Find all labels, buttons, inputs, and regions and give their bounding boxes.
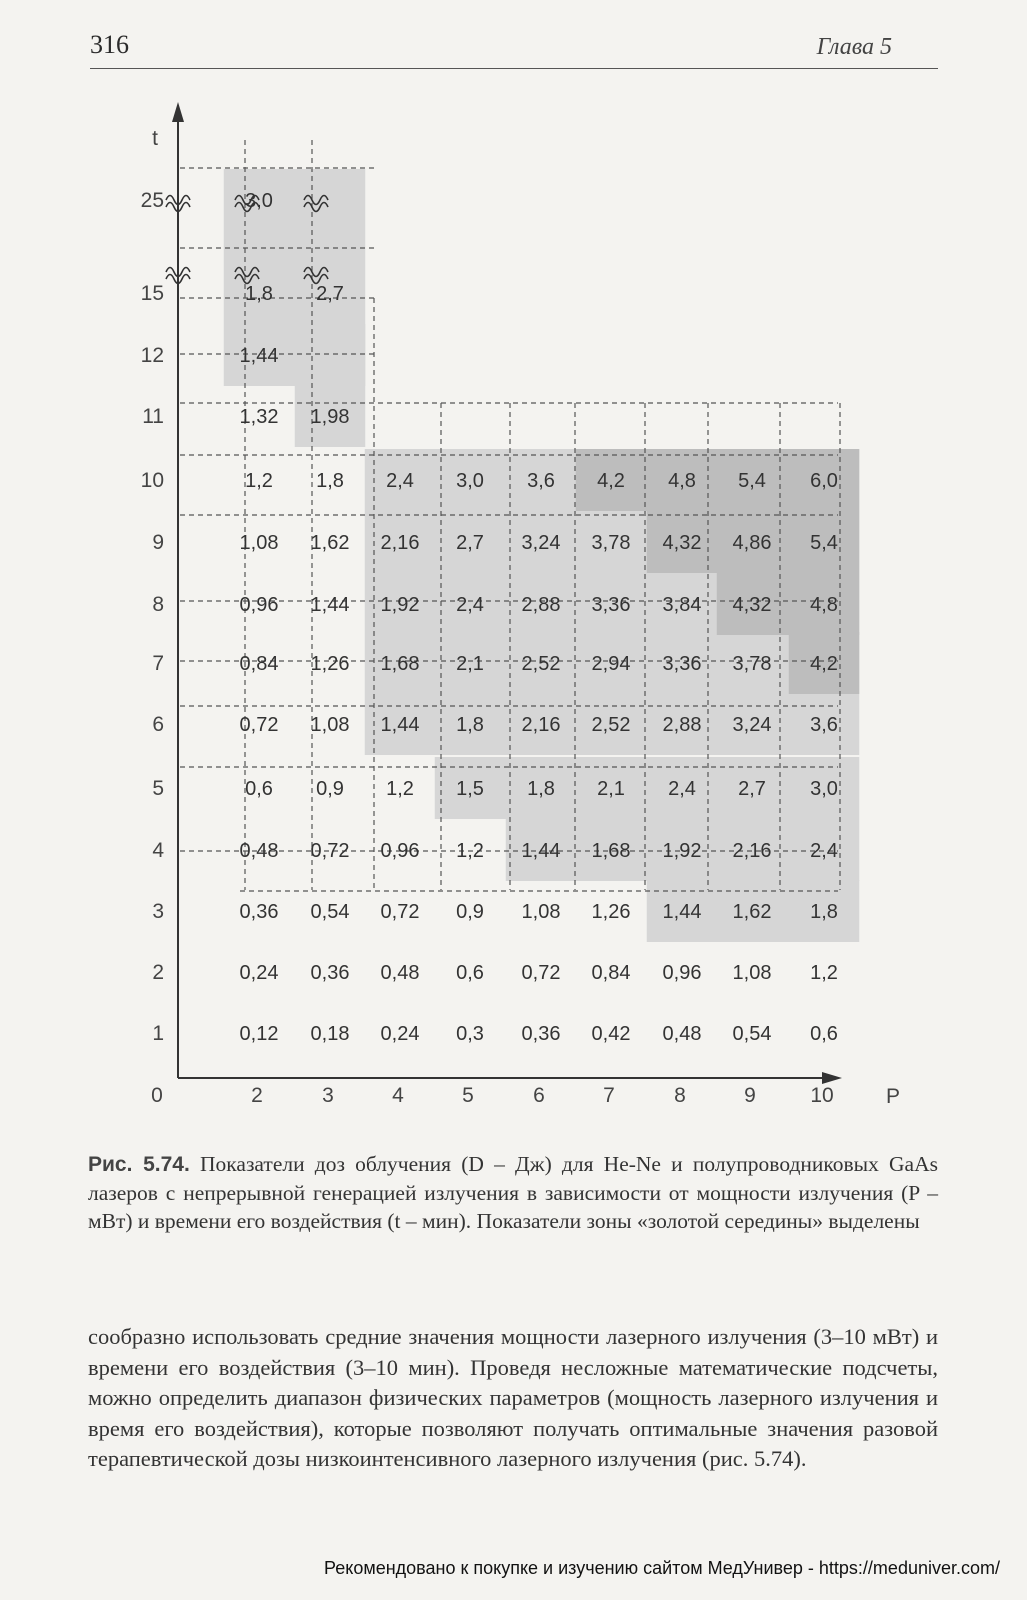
figure-label: Рис. 5.74. [88,1153,190,1176]
highlight-zone [435,757,860,819]
dose-value: 2,52 [591,714,631,736]
dose-value: 1,98 [310,406,350,428]
y-tick-label: 8 [152,593,164,616]
x-tick-label: 8 [674,1084,686,1107]
y-tick-label: 7 [152,652,164,675]
dose-value: 0,6 [245,778,273,800]
dose-value: 4,8 [810,594,838,616]
dose-value: 2,7 [456,532,484,554]
y-tick-label: 4 [152,839,164,862]
dose-value: 0,24 [239,962,279,984]
dose-value: 0,84 [591,962,631,984]
dose-value: 1,08 [239,532,279,554]
footer-note: Рекомендовано к покупке и изучению сайтом МедУнивер - https://meduniver.com/ [324,1558,1000,1578]
dose-value: 0,96 [380,840,420,862]
dose-value: 0,48 [380,962,420,984]
y-tick-label: 11 [142,405,164,428]
dose-value: 1,5 [456,778,484,800]
dose-value: 0,96 [662,962,702,984]
dose-value: 0,72 [239,714,279,736]
dose-value: 0,9 [456,901,484,923]
dose-value: 3,0 [245,190,273,212]
figure-caption [88,1150,938,1235]
dose-value: 3,0 [810,778,838,800]
dose-value: 0,12 [239,1023,279,1045]
dose-value: 0,54 [310,901,350,923]
dose-value: 1,92 [662,840,702,862]
dose-value: 0,18 [310,1023,350,1045]
x-tick-label: 3 [322,1084,334,1107]
dose-value: 4,2 [597,470,625,492]
dose-value: 4,32 [732,594,772,616]
dose-value: 1,8 [810,901,838,923]
dose-value: 0,72 [521,962,561,984]
dose-value: 1,2 [386,778,414,800]
body-paragraph: сообразно использовать средние значения мощности лазерного излучения (3–10 мВт) и времени его воздействия (3–10 мин). Проведя несложные математические подсчеты, можно определить диапазон физических параметров (мощность лазерного излучения и время его воздействия), которые позволяют получать оптимальные значения разовой терапевтической дозы низкоинтенсивного лазерного излучения (рис. 5.74). [88,1324,938,1471]
y-tick-label: 9 [152,531,164,554]
dose-value: 1,26 [591,901,631,923]
dose-value: 1,44 [310,594,350,616]
dose-value: 6,0 [810,470,838,492]
x-tick-label: 4 [392,1084,404,1107]
y-tick-label: 1 [152,1022,164,1045]
dose-value: 3,78 [732,653,772,675]
figure-caption-text: Показатели доз облучения (D – Дж) для He-Ne и полупроводниковых GaAs лазеров с непрерывной генерацией излучения в зависимости от мощности излучения (P – мВт) и времени его воздействия (t – мин). Показатели зоны «золотой середины» выделены [88,1152,938,1233]
dose-value: 0,48 [662,1023,702,1045]
dose-value: 3,6 [527,470,555,492]
y-tick-label: 3 [152,900,164,923]
y-axis-title: t [152,127,158,150]
x-tick-label: 10 [810,1084,834,1107]
dose-value: 2,1 [597,778,625,800]
dose-value: 0,72 [380,901,420,923]
dose-value: 1,44 [239,345,279,367]
dose-value: 1,62 [310,532,350,554]
dose-value: 1,2 [456,840,484,862]
y-tick-label: 25 [140,189,164,212]
dose-value: 0,24 [380,1023,420,1045]
x-axis-title: P [885,1085,901,1108]
dose-value: 4,32 [662,532,702,554]
dose-value: 0,36 [310,962,350,984]
y-tick-label: 5 [152,777,164,800]
highlight-zone [295,324,366,447]
y-axis-arrow [172,102,184,122]
dose-value: 0,6 [456,962,484,984]
dose-value: 3,6 [810,714,838,736]
dose-value: 0,84 [239,653,279,675]
dose-value: 2,4 [810,840,838,862]
dose-value: 2,4 [456,594,484,616]
dose-value: 0,96 [239,594,279,616]
x-axis-arrow [822,1072,842,1084]
x-tick-label: 2 [251,1084,263,1107]
dose-value: 2,88 [521,594,561,616]
dose-value: 3,36 [662,653,702,675]
dose-value: 1,08 [732,962,772,984]
dose-value: 1,44 [662,901,702,923]
origin-label: 0 [151,1084,163,1107]
dose-value: 4,8 [668,470,696,492]
dose-value: 2,7 [738,778,766,800]
dose-value: 1,44 [380,714,420,736]
page-number: 316 [90,30,129,59]
dose-value: 1,2 [810,962,838,984]
dose-value: 2,16 [380,532,420,554]
dose-value: 1,68 [380,653,420,675]
dose-value: 1,8 [245,283,273,305]
x-tick-label: 6 [533,1084,545,1107]
dose-value: 1,8 [316,470,344,492]
chapter-title: Глава 5 [816,34,892,60]
dose-value: 4,86 [732,532,772,554]
x-tick-label: 7 [603,1084,615,1107]
dose-value: 4,2 [810,653,838,675]
dose-value: 2,7 [316,283,344,305]
dose-value: 3,36 [591,594,631,616]
dose-value: 1,26 [310,653,350,675]
dose-value: 3,24 [521,532,561,554]
dose-value: 2,4 [386,470,414,492]
dose-value: 2,16 [521,714,561,736]
dose-value: 0,6 [810,1023,838,1045]
dose-value: 5,4 [810,532,838,554]
dose-value: 1,68 [591,840,631,862]
dose-value: 0,3 [456,1023,484,1045]
dose-value: 1,62 [732,901,772,923]
dose-value: 0,48 [239,840,279,862]
dose-value: 3,0 [456,470,484,492]
dose-value: 0,72 [310,840,350,862]
y-tick-label: 6 [152,713,164,736]
dose-value: 2,94 [591,653,631,675]
y-tick-label: 10 [140,469,164,492]
dose-value: 0,36 [521,1023,561,1045]
dose-value: 1,8 [456,714,484,736]
dose-value: 2,4 [668,778,696,800]
x-tick-label: 5 [462,1084,474,1107]
dose-value: 1,8 [527,778,555,800]
dose-value: 1,2 [245,470,273,492]
dose-value: 1,44 [521,840,561,862]
dose-value: 3,24 [732,714,772,736]
dose-value: 5,4 [738,470,766,492]
dose-value: 0,42 [591,1023,631,1045]
dose-value: 0,36 [239,901,279,923]
dose-value: 2,88 [662,714,702,736]
dose-value: 3,84 [662,594,702,616]
y-tick-label: 15 [140,282,164,305]
dose-value: 1,08 [310,714,350,736]
dose-value: 2,16 [732,840,772,862]
y-tick-label: 2 [152,961,164,984]
y-tick-label: 12 [140,344,164,367]
dose-value: 1,08 [521,901,561,923]
dose-value: 0,54 [732,1023,772,1045]
dose-value: 3,78 [591,532,631,554]
dose-value: 2,1 [456,653,484,675]
x-tick-label: 9 [744,1084,756,1107]
dose-value: 0,9 [316,778,344,800]
dose-value: 1,92 [380,594,420,616]
dose-value: 1,32 [239,406,279,428]
dose-value: 2,52 [521,653,561,675]
